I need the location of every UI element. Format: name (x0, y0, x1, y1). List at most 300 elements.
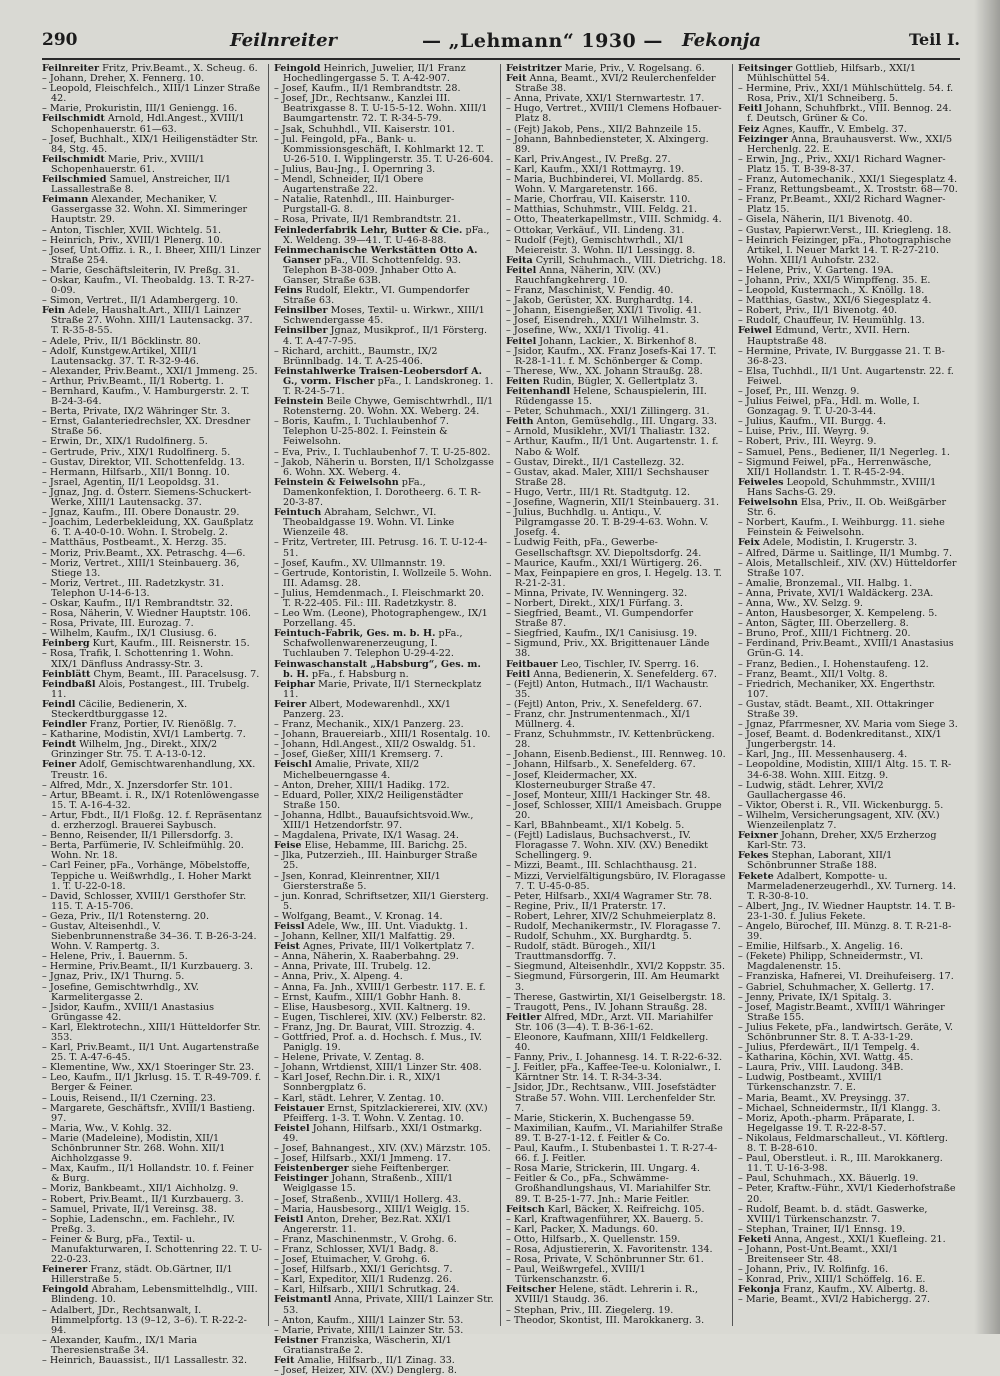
entry-text: – Franz, Maschinist, V. Fendig. 40. (506, 285, 674, 297)
directory-entry (738, 700, 958, 720)
directory-entry (738, 1134, 958, 1154)
entry-text: – (Fekete) Philipp, Schneidermstr., VI. Magdalenenstr. 15. (738, 951, 924, 973)
entry-text: – Moriz, Bankbeamt., XII/1 Aichholzg. 9. (42, 1183, 239, 1195)
directory-entry (506, 387, 726, 407)
entry-text: – Eduard, Poller, XIX/2 Heiligenstädter Straße 150. (274, 789, 463, 811)
directory-entry (506, 1124, 726, 1144)
entry-text: – Johanna, Hdlbt., Bauaufsichtsvoid.Ww., XIII/1 Hetzendorfstr. 97. (274, 809, 474, 832)
directory-entry (274, 760, 494, 780)
entry-text: – Gertrude, Kontoristin, I. Wollzeile 5. Wohn. III. Adamsg. 28. (274, 567, 492, 589)
entry-text: – Robert, Lehrer, XIV/2 Schuhmeierplatz 8. (506, 910, 716, 922)
directory-entry (42, 276, 262, 296)
column-2 (274, 63, 494, 1376)
entry-text: – Jsrael, Agentin, II/1 Leopoldsg. 31. (42, 476, 220, 488)
entry-text: pFa., I. Landskroneg. 1. T. R-24-5-71. (283, 375, 494, 397)
page-edge-shadow (974, 0, 1000, 1334)
entry-text: Anton, Dreher, Bez.Rat. XXI/1 Angererstr. 11. (283, 1213, 452, 1235)
entry-text: Stephan, Laborant, XII/1 Schönbrunner Straße 188. (747, 850, 893, 872)
entry-surname: Feistauer (274, 1102, 325, 1114)
directory-entry (738, 1023, 958, 1043)
entry-text: – Adalbert, JDr., Rechtsanwalt, I. Himmelpfortg. 13 (9–12, 3–6). T. R-22-2-94. (42, 1304, 247, 1336)
entry-surname: Feiwel (738, 325, 773, 337)
entry-surname: Feizinger (738, 133, 788, 145)
directory-entry (42, 740, 262, 760)
directory-entry (274, 397, 494, 417)
entry-text: Anna, Bedienerin, X. Senefelderg. 67. (533, 668, 717, 680)
directory-entry (274, 851, 494, 871)
entry-text: – Elsa, Tuchhdl., II/1 Unt. Augartenstr. 22. f. Feiwel. (738, 365, 954, 387)
entry-text: – Johann, Wrtdienst, XIII/1 Linzer Str. 408. (274, 1062, 482, 1074)
entry-text: – Leo, Kaufm., II/1 Jkrlusg. 15. T. R-49-709. f. Berger & Feiner. (42, 1072, 262, 1094)
entry-text: – Josef, Heizer, XIV. (XV.) Denglerg. 8. (274, 1365, 457, 1376)
directory-entry (274, 1215, 494, 1235)
entry-text: – Gustav, Papierwr.Verst., III. Kriegleng. 18. (738, 224, 952, 236)
directory-entry (738, 326, 958, 346)
entry-surname: Feistner (274, 1334, 319, 1346)
entry-text: – Jul. Feingold, pFa., Bank- u. Kommissionsgeschäft, I. Kohlmarkt 12. T. U-26-510. I. Wipplingerstr. 35. T. U-26-604. (274, 133, 494, 165)
entry-text: – Therese, Ww., XX. Johann Straußg. 28. (506, 365, 703, 377)
entry-text: – Josef, Eisendreh., XXI/1 Wilhelmstr. 3. (506, 315, 700, 327)
directory-entry (506, 1285, 726, 1305)
entry-surname: Feilschmidt (42, 153, 105, 165)
entry-text: – Jsidor, Kaufm., XX. Franz Josefs-Kai 17. T. R-28-1-11. f. M. Schönberger & Comp. (506, 345, 717, 367)
entry-text: Leo, Tischler, IV. Sperrg. 16. (560, 658, 700, 670)
entry-text: – Marie, Beamt., XVI/2 Habichergg. 27. (738, 1294, 931, 1306)
entry-text: – David, Schlosser, XVIII/1 Gersthofer Str. 115. T. A-15-706. (42, 890, 247, 912)
entry-text: – Leopold, Fleischfelch., XIII/1 Linzer Straße 42. (42, 83, 261, 105)
entry-text: – Josef, Magistr.Beamt., XVIII/1 Währinger Straße 155. (738, 1001, 945, 1023)
directory-entry (738, 781, 958, 801)
entry-text: Amalie, Private, XII/2 Michelbeuerngasse 4. (283, 759, 420, 781)
directory-entry (42, 135, 262, 155)
entry-text: – Sigmund, Priv., XX. Brigittenauer Lände 38. (506, 638, 710, 660)
entry-text: – Josefine, Ww., XXI/1 Tivolig. 41. (506, 325, 669, 337)
directory-entry (274, 791, 494, 811)
entry-surname: Feintuch (274, 507, 322, 519)
entry-text: – Maria, Hausbesorg., XIII/1 Weiglg. 15. (274, 1203, 470, 1215)
directory-entry (274, 347, 494, 367)
directory-entry (506, 942, 726, 962)
directory-entry (738, 135, 958, 155)
entry-text: – Therese, Gastwirtin, XI/1 Geiselbergstr. 18. (506, 991, 726, 1003)
entry-text: – Regine, Priv., II/1 Praterstr. 17. (506, 900, 666, 912)
entry-text: Johann, Schuhfbrkt., VIII. Bennog. 24. f. Deutsch, Grüner & Co. (747, 103, 952, 125)
entry-text: – Eugen, Tischlerei, XIV. (XV.) Felberstr. 82. (274, 1011, 486, 1023)
directory-entry (738, 639, 958, 659)
entry-text: – Hermine, Priv., XXI/1 Mühlschüttelg. 54. f. Rosa, Priv., XI/1 Schneiberg. 5. (738, 83, 954, 105)
entry-text: – Arthur, Kaufm., II/1 Unt. Augartenstr. 1. f. Nabo & Wolf. (506, 436, 719, 458)
directory-entry (42, 760, 262, 780)
entry-text: – Otto, Theaterkapellmstr., VIII. Schmidg. 4. (506, 214, 722, 226)
entry-text: – Mizzi, Beamt., III. Schlachthausg. 21. (506, 860, 697, 872)
entry-text: Elise, Hebamme, III. Barichg. 25. (304, 840, 468, 852)
entry-text: Anton, Gemüsehdlg., III. Ungarg. 33. (536, 416, 718, 428)
entry-text: – Leo Wm. (Leone), Photographengew., IX/1 Porzellang. 45. (274, 608, 488, 630)
entry-text: – Josef, Etuimacher, V. Grohg. 6. (274, 1254, 431, 1266)
entry-text: – Franziska, Hafnerei, VI. Dreihufeiserg. 17. (738, 971, 954, 983)
entry-text: – Franz, Bedien., I. Hohenstaufeng. 12. (738, 658, 929, 670)
entry-text: – Anna, Private, XXI/1 Sternwartestr. 17. (506, 93, 705, 105)
entry-surname: Feinlederfabrik Lehr, Butter & Cie. (274, 224, 463, 236)
entry-text: Chym, Beamt., III. Paracelsusg. 7. (93, 668, 260, 680)
directory-entry (274, 417, 494, 447)
entry-text: – Rudolf, städt. Bürogeh., XII/1 Trauttmansdorffg. 7. (506, 941, 657, 963)
entry-text: – Josef, Gießer, XIII/1 Kremserg. 7. (274, 749, 444, 761)
entry-text: – Louis, Reisend., II/1 Czerning. 23. (42, 1092, 216, 1104)
entry-text: – Ferdinand, Priv.Beamt., XVIII/1 Anastasius Grün-G. 14. (738, 638, 954, 660)
entry-text: – Magdalena, Private, IX/1 Wasag. 24. (274, 830, 459, 842)
entry-text: – Ludwig, Postbeamt., XVIII/1 Türkenschanzstr. 7. E. (738, 1072, 883, 1094)
directory-entry (274, 458, 494, 478)
entry-text: – Jlka, Putzerzieh., III. Hainburger Straße 25. (274, 850, 478, 872)
entry-text: – Wilhelm, Kaufm., IX/1 Clusiusg. 6. (42, 628, 217, 640)
directory-entry (738, 680, 958, 700)
directory-entry (738, 155, 958, 175)
directory-entry (42, 700, 262, 720)
directory-entry (42, 1134, 262, 1164)
directory-entry (42, 811, 262, 831)
entry-text: – Rosa, Näherin, V. Wiedner Hauptstr. 106. (42, 608, 251, 620)
entry-text: Adele, Modistin, I. Krugerstr. 3. (762, 537, 918, 549)
entry-text: – Anna, Priv., X. Alpeng. 4. (274, 971, 403, 983)
entry-text: – Franz, Automechanik., XXI/1 Siegesplatz 4. (738, 174, 958, 186)
entry-text: – Marie, Stickerin, X. Buchengasse 59. (506, 1112, 695, 1124)
entry-text: – Jsen, Konrad, Kleinrentner, XII/1 Giersterstraße 5. (274, 870, 441, 892)
entry-text: Agnes, Private, III/1 Volkertplatz 7. (302, 941, 475, 953)
entry-text: – Karl, Priv.Angest., IV. Preßg. 27. (506, 153, 671, 165)
entry-text: – Alois, Metallschleif., XIV. (XV.) Hütteldorfer Straße 107. (738, 557, 957, 579)
entry-text: – Fritz, Vertreter, III. Petrusg. 16. T. U-12-4-51. (274, 537, 488, 559)
entry-surname: Feindl (42, 698, 76, 710)
entry-text: – Siegfried, Beamt., VI. Gumpendorfer Straße 87. (506, 608, 694, 630)
entry-text: – Robert, Priv.Beamt., II/1 Kurzbauerg. 3. (42, 1193, 244, 1205)
entry-text: Marie, Priv., V. Rogelsang. 6. (564, 63, 705, 74)
header-part: Teil I. (908, 30, 960, 49)
page-header (42, 30, 960, 56)
entry-text: Cyrill, Schuhmach., VIII. Dietrichg. 18. (535, 254, 726, 266)
entry-text: – Paul, Weißwrgefel., XVIII/1 Türkenschanzstr. 6. (506, 1264, 646, 1286)
directory-entry (42, 1215, 262, 1235)
directory-entry (738, 518, 958, 538)
directory-entry (506, 710, 726, 730)
entry-text: Marie, Priv., XVIII/1 Schopenhauerstr. 61. (51, 153, 205, 175)
entry-text: – Josef, Bahnangest., XIV. (XV.) Märzstr. 105. (274, 1143, 491, 1155)
entry-text: – Josef, Buchhalt., XIX/1 Heiligenstädter Str. 84, Stg. 45. (42, 133, 259, 155)
entry-text: – Peter, Hilfsarb., XXI/4 Wagramer Str. 78. (506, 890, 713, 902)
directory-entry (42, 922, 262, 952)
entry-text: – Gustav, städt. Beamt., XII. Ottakringer Straße 39. (738, 698, 934, 720)
directory-entry (738, 478, 958, 498)
entry-text: – Katharine, Modistin, XVI/1 Lambertg. 7. (42, 729, 246, 741)
entry-text: – Artur, Fbdt., II/1 Floßg. 12. f. Repräsentanz d. erzherzogl. Brauerei Saybusch. (42, 809, 262, 832)
entry-text: – Robert, Priv., III. Weyrg. 9. (738, 436, 877, 448)
entry-text: pFa., X. Weldeng. 39—41. T. U-46-8-88. (283, 224, 490, 246)
entry-text: – Julius, Bau-Jng., I. Opernring 3. (274, 163, 436, 175)
entry-text: – Josef, Kleidermacher, XX. Klosterneuburger Straße 47. (506, 769, 656, 791)
entry-text: – Paul, Kaufm., I. Stubenbastei 1. T. R-27-4-66. f. J. Feitler. (506, 1143, 718, 1165)
entry-text: – Gertrude, Priv., XIX/1 Rudolfinerg. 5. (42, 446, 231, 458)
directory-entry (738, 559, 958, 579)
directory-entry (274, 226, 494, 246)
entry-surname: Feixner (738, 830, 778, 842)
directory-entry (738, 84, 958, 104)
entry-surname: Feindler (42, 719, 87, 731)
directory-entry (738, 195, 958, 215)
entry-surname: Feintuch-Fabrik, Ges. m. b. H. (274, 628, 436, 640)
directory-entry (506, 175, 726, 195)
entry-text: – Karl, Jng., III. Messenhauserg. 4. (738, 749, 908, 761)
entry-text: Helene, städt. Lehrerin i. R., XVIII/1 Staudg. 36. (515, 1284, 699, 1306)
entry-text: Heinrich, Juwelier, II/1 Franz Hochedlingergasse 5. T. A-42-907. (283, 63, 466, 85)
directory-entry (738, 902, 958, 922)
entry-text: – Leopold, Kustermach., X. Knöllg. 18. (738, 285, 925, 297)
entry-text: – Josef, Schlosser, XIII/1 Ameisbach. Gruppe 20. (506, 799, 722, 821)
directory-entry (274, 700, 494, 720)
entry-text: – Adolf, Kunstgew.Artikel, XIII/1 Lautensackg. 37. T. R-32-9-46. (42, 345, 199, 367)
entry-text: – Anna, Private, III. Trubelg. 12. (274, 961, 431, 973)
entry-text: – Franz, Schlosser, XVI/1 Badg. 8. (274, 1243, 439, 1255)
directory-entry (506, 437, 726, 457)
entry-text: – Ernst, Galanteriedrechsler, XX. Dresdner Straße 56. (42, 416, 251, 438)
entry-text: – Julius, Hemdenmach., I. Fleischmarkt 20. T. R-22-405. Fil.: III. Radetzkystr. 8. (274, 587, 485, 609)
entry-text: Alexander, Mechaniker, V. Gassergasse 32. Wohn. XI. Simmeringer Hauptstr. 29. (51, 194, 248, 226)
entry-text: – Maximilian, Kaufm., VI. Mariahilfer Straße 89. T. B-27-1-12. f. Feitler & Co. (506, 1122, 723, 1144)
entry-surname: Feistel (274, 1122, 310, 1134)
entry-surname: Feistritzer (506, 63, 562, 74)
entry-text: Helene, Schauspielerin, III. Rüdengasse 15. (515, 386, 707, 408)
entry-text: – Rosa, Private, III. Eurozag. 7. (42, 618, 194, 630)
entry-text: Edmund, Vertr., XVII. Hern. Hauptstraße 48. (747, 325, 911, 347)
directory-entry (42, 1003, 262, 1023)
directory-entry (738, 397, 958, 417)
entry-text: – Richard, architt., Baumstr., IX/2 Brünnlbadg. 14. T. A-25-406. (274, 345, 438, 367)
directory-entry (738, 1205, 958, 1225)
directory-entry (274, 1366, 494, 1376)
entry-text: – Maria, Beamt., XV. Preysingg. 37. (738, 1092, 910, 1104)
entry-text: – Adele, Priv., II/1 Böcklinstr. 80. (42, 335, 201, 347)
entry-text: – Norbert, Direkt., XIX/1 Fürfang. 3. (506, 597, 683, 609)
entry-text: – Sigmund Feiwel, pFa., Herrenwäsche, XII/1 Hollandstr. 1. T. R-45-2-94. (738, 456, 932, 478)
entry-text: – Rosa Marie, Strickerin, III. Ungarg. 4. (506, 1163, 700, 1175)
directory-entry (274, 811, 494, 831)
entry-text: – Karl, Expeditor, XII/1 Rudenzg. 26. (274, 1274, 452, 1286)
entry-text: – Katharina, Köchin, XVI. Wattg. 45. (738, 1052, 914, 1064)
entry-text: pFa., f. Habsburg n. (311, 668, 409, 680)
entry-text: Agnes, Kauffr., V. Embelg. 37. (762, 123, 907, 135)
entry-text: – Moriz, Vertret., III. Radetzkystr. 31. Telephon U-14-6-13. (42, 577, 224, 599)
entry-text: pFa., Schafwollenwarenerzeugung, I. Tuchlauben 7. Telephon U-29-4-22. (283, 628, 463, 660)
entry-text: – Franz, Rettungsbeamt., X. Troststr. 68—70. (738, 184, 958, 196)
entry-text: siehe Feiftenberger. (351, 1163, 450, 1175)
entry-text: – Anna, Näherin, X. Raaberbahng. 29. (274, 951, 459, 963)
entry-text: – Bruno, Prof., XIII/1 Fichtnerg. 20. (738, 628, 911, 640)
entry-text: – Berta, Parfümerie, IV. Schleifmühlg. 20. Wohn. Nr. 18. (42, 840, 244, 862)
entry-text: – Max, Feinpapiere en gros, I. Hegelg. 13. T. R-21-2-31. (506, 567, 722, 589)
entry-text: – Johann, Dreher, X. Fennerg. 10. (42, 73, 205, 85)
entry-text: Franz, städt. Ob.Gärtner, II/1 Hillerstraße 5. (51, 1264, 233, 1286)
entry-text: Johann, Straßenb., XIII/1 Weiglgasse 15. (283, 1173, 454, 1195)
directory-entry (42, 791, 262, 811)
directory-entry (506, 639, 726, 659)
entry-text: – Heinrich Feizinger, pFa., Photographische Artikel, I. Neuer Markt 14. T. R-27-210. Wohn. XIII/1 Auhofstr. 232. (738, 234, 952, 266)
entry-text: – Gustav, Direkt., II/1 Castellezg. 32. (506, 456, 685, 468)
entry-text: – Karl, Hilfsarb., XIII/1 Schrutkag. 24. (274, 1284, 460, 1296)
entry-text: – Josef, Beamt. d. Bodenkreditanst., XIX/1 Jungerbergstr. 14. (738, 729, 942, 751)
entry-text: – Johann, Brauereiarb., XIII/1 Rosentalg. 10. (274, 729, 491, 741)
entry-surname: Feinstein (274, 396, 324, 408)
entry-surname: Feistinger (274, 1173, 329, 1185)
entry-text: – Nikolaus, Feldmarschalleut., VI. Köftlerg. 8. T. B-28-610. (738, 1132, 948, 1155)
entry-text: – Fanny, Priv., I. Johannesg. 14. T. R-22-6-32. (506, 1052, 723, 1064)
entry-text: – Feitler & Co., pFa., Schwämme-Großhandlungshaus, VI. Mariahilfer Str. 89. T. B-25-1-77. Jnh.: Marie Feitler. (506, 1173, 712, 1205)
entry-text: – Sophie, Ladenschn., em. Fachlehr., IV. Preßg. 3. (42, 1213, 236, 1235)
directory-entry (42, 347, 262, 367)
directory-entry (506, 771, 726, 791)
entry-text: – Artur, BBeamt. i. R., IX/1 Rotenlöwengasse 15. T. A-16-4-32. (42, 789, 260, 811)
entry-surname: Feimann (42, 194, 89, 206)
entry-text: – Anton, Hausbesorger, X. Kempeleng. 5. (738, 608, 938, 620)
entry-text: – Heinrich, Priv., XVIII/1 Plenerg. 10. (42, 234, 223, 246)
entry-surname: Feistmantl (274, 1294, 332, 1306)
entry-text: – Josef, Monteur, XIII/1 Hackinger Str. 48. (506, 789, 711, 801)
entry-text: Adolf, Gemischtwarenhandlung, XX. Treustr. 16. (51, 759, 256, 781)
column-1 (42, 63, 263, 1366)
entry-text: – Gustav, akad. Maler, XIII/1 Sechshauser Straße 28. (506, 466, 709, 488)
entry-text: – Josef, JDr., Rechtsanw., Kanzlei III. Beatrixgasse 8. T. U-15-5-12. Wohn. XIII/1 Baumgartenstr. 72. T. R-34-5-79. (274, 93, 488, 125)
entry-text: Samuel, Anstreicher, II/1 Lassallestraße 8. (51, 174, 231, 196)
directory-entry (506, 1063, 726, 1083)
entry-text: – Maria, Buchbinderei, VI. Mollardg. 85. Wohn. V. Margaretenstr. 166. (506, 174, 703, 196)
entry-text: – Anton, Tischler, XVII. Wichtelg. 51. (42, 224, 222, 236)
entry-surname: Fekete (738, 870, 774, 882)
directory-entry (274, 1174, 494, 1194)
directory-entry (738, 952, 958, 972)
entry-text: – Rudolf, Chauffeur, IV. Heumühlg. 13. (738, 315, 925, 327)
entry-surname: Feirer (274, 698, 307, 710)
directory-entry (274, 629, 494, 659)
entry-text: – Gustav, Direktor, VII. Schottenfeldg. 13. (42, 456, 245, 468)
entry-text: – Erwin, Jng., Priv., XXI/1 Richard Wagner-Platz 15. T. B-39-8-37. (738, 153, 946, 175)
directory-entry (274, 892, 494, 912)
entry-text: – Alexander, Priv.Beamt., XXI/1 Jmmeng. 25. (42, 365, 258, 377)
directory-entry (274, 660, 494, 680)
entry-text: – Benno, Reisender, II/1 Pillersdorfg. 3. (42, 830, 234, 842)
directory-entry (42, 1104, 262, 1124)
entry-text: – Samuel, Private, II/1 Vereinsg. 38. (42, 1203, 217, 1215)
entry-text: – (Fejtl) Anton, Hutmach., II/1 Wachaustr. 35. (506, 678, 709, 700)
entry-surname: Feitsch (506, 1203, 545, 1215)
entry-surname: Feilschmied (42, 174, 107, 186)
entry-text: Karl, Bäcker, X. Reifreichg. 105. (547, 1203, 705, 1215)
entry-text: Adalbert, Kompotte- u. Marmeladenerzeugerhdl., XV. Turnerg. 14. T. R-30-8-10. (747, 870, 957, 902)
entry-text: Anna, Beamt., XVI/2 Reulerchenfelder Straße 38. (515, 73, 716, 95)
entry-text: – Rosa, Private, II/1 Rembrandtstr. 21. (274, 214, 461, 226)
entry-text: – Matthias, Schuhmstr., VIII. Feldg. 21. (506, 204, 698, 216)
directory-entry (274, 64, 494, 84)
entry-text: – Paul, Oberstleut. i. R., III. Marokkanerg. 11. T. U-16-3-98. (738, 1153, 943, 1175)
directory-entry (506, 801, 726, 821)
directory-entry (506, 347, 726, 367)
entry-text: – Alexander, Kaufm., IX/1 Maria Theresienstraße 34. (42, 1334, 198, 1356)
entry-text: – Rudolf, Mechanikermstr., IV. Floragasse 7. (506, 920, 721, 932)
directory-entry (738, 1073, 958, 1093)
entry-text: – Robert, Priv., II/1 Bivenotg. 40. (738, 305, 898, 317)
entry-surname: Feinmechanische Werkstätten Otto A. Ganser (274, 244, 478, 266)
entry-text: – Jsak, Schuhhdl., VII. Kaiserstr. 101. (274, 123, 455, 135)
entry-text: Adele, Ww., III. Unt. Viaduktg. 1. (307, 920, 468, 932)
entry-surname: Feiwelsohn (738, 497, 798, 509)
entry-text: – Theodor, Skontist, III. Marokkanerg. 3. (506, 1314, 705, 1326)
entry-text: – Stephan, Priv., III. Ziegelerg. 19. (506, 1304, 674, 1316)
entry-surname: Feiz (738, 123, 760, 135)
entry-surname: Feischl (274, 759, 312, 771)
entry-surname: Fein (42, 305, 66, 317)
entry-surname: Feitbauer (506, 658, 558, 670)
entry-text: – Julius, Kaufm., VII. Burgg. 4. (738, 416, 887, 428)
directory-entry (274, 872, 494, 892)
directory-entry (42, 306, 262, 336)
entry-text: – Franz, Jng. Dr. Baurat, VIII. Strozzig. 4. (274, 1021, 475, 1033)
entry-text: – Karl, Elektrotechn., XIII/1 Hütteldorfer Str. 353. (42, 1021, 261, 1043)
directory-entry (506, 1316, 726, 1326)
entry-text: – Peter, Schuhmach., XXI/1 Zillingerg. 31. (506, 406, 710, 418)
entry-text: Moses, Textil- u. Wirkwr., XIII/1 Schwendergasse 45. (283, 305, 485, 327)
entry-surname: Feiweles (738, 476, 784, 488)
entry-text: – Anna, Ww., XV. Selzg. 9. (738, 597, 863, 609)
directory-entry (506, 569, 726, 589)
entry-surname: Feingold (42, 1284, 89, 1296)
entry-surname: Feix (738, 537, 760, 549)
entry-text: Johann, Dreher, XX/5 Erzherzog Karl-Str. 73. (747, 830, 937, 852)
entry-text: – Jsidor, Kaufm., XVIII/1 Anastasius Grüngasse 42. (42, 1001, 215, 1023)
entry-text: – Johann, Post-Unt.Beamt., XXI/1 Breitenseer Str. 48. (738, 1243, 899, 1266)
column-divider (268, 64, 269, 1326)
entry-text: – Anton, Kaufm., XIII/1 Lainzer Str. 53. (274, 1314, 464, 1326)
directory-entry (506, 74, 726, 94)
column-3 (506, 64, 726, 1326)
entry-text: – Franz, Maschinenmstr., V. Grohg. 6. (274, 1233, 457, 1245)
entry-text: Alfred, MDr., Arzt. VII. Mariahilfer Str. 106 (3—4). T. B-36-1-62. (515, 1011, 713, 1033)
entry-text: – Franz, Mechanik., XIX/1 Panzerg. 23. (274, 719, 464, 731)
directory-entry (274, 609, 494, 629)
directory-entry (274, 306, 494, 326)
entry-text: Arnold, Hdl.Angest., XVIII/1 Schopenhauerstr. 61—63. (51, 113, 245, 135)
entry-text: – Jgnaz, Priv., IX/1 Thurng. 5. (42, 971, 185, 983)
entry-text: – Franz, Beamt., XII/1 Voltg. 8. (738, 668, 888, 680)
entry-text: – Laura, Priv., VIII. Laudong. 34B. (738, 1062, 904, 1074)
directory-entry (42, 559, 262, 579)
directory-entry (274, 135, 494, 165)
directory-entry (42, 84, 262, 104)
entry-text: – Johann, Hilfsarb., X. Senefelderg. 67. (506, 759, 696, 771)
entry-text: – Gabriel, Schuhmacher, X. Gellertg. 17. (738, 981, 935, 993)
directory-entry (42, 1073, 262, 1093)
entry-text: – Jenny, Private, IX/1 Spitalg. 3. (738, 991, 892, 1003)
entry-text: – Marie, Private, XIII/1 Lainzer Str. 53. (274, 1324, 464, 1336)
entry-text: – Hermine, Private, IV. Burggasse 21. T. B-36-8-23. (738, 345, 945, 367)
entry-text: – Josef, Pr., III. Wenzg. 9. (738, 386, 860, 397)
directory-entry (42, 579, 262, 599)
entry-text: – Rudolf, Beamt. b. d. städt. Gaswerke, XVIII/1 Türkenschanzstr. 7. (738, 1203, 928, 1225)
entry-text: – Matthäus, Postbeamt., X. Herzg. 35. (42, 537, 227, 549)
directory-entry (738, 64, 958, 84)
entry-text: – Margarete, Geschäftsfr., XVIII/1 Bastieng. 97. (42, 1102, 256, 1124)
directory-entry (738, 811, 958, 831)
entry-text: Elsa, Priv., II. Ob. Weißgärber Str. 6. (747, 497, 947, 519)
directory-entry (42, 892, 262, 912)
directory-entry (506, 1013, 726, 1033)
entry-text: – Konrad, Priv., XIII/1 Schöffelg. 16. E. (738, 1274, 926, 1286)
